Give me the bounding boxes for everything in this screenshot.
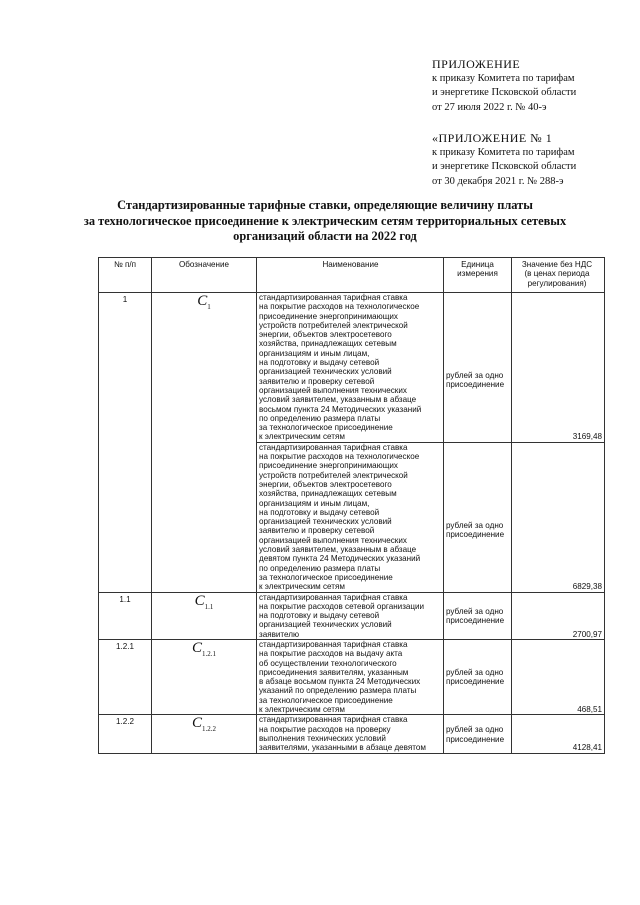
document-title [80,198,570,245]
rate-symbol: $C_{1.2.2}$ [152,715,257,753]
annex-title: ПРИЛОЖЕНИЕ [432,57,521,71]
header-num: № п/п [99,258,152,293]
rate-description: стандартизированная тарифная ставка на покрытие расходов на проверку выполнения технических условий заявителями, указанными в абзаце девятом [257,715,444,753]
annex-line: и энергетике Псковской области [432,161,577,172]
rate-description: стандартизированная тарифная ставка на покрытие расходов на технологическое присоединение энергопринимающих устройств потребителей электрической энергии, объектов электросетевого хозяйства, принадлежащих сетевым организациям и иным лицам, на подготовку и выдачу сетевой организацией технических условий заявителю и проверку сетевой организацией выполнения технических условий заявителем, указанным в абзаце восьмом пункта 24 Методических указаний по определению размера платы за технологическое присоединение к электрическим сетям [257,293,444,443]
title-line: Стандартизированные тарифные ставки, определяющие величину платы [117,198,533,212]
header-name: Наименование [257,258,444,293]
row-number: 1 [99,293,152,593]
unit-cell: рублей за одно присоединение [444,639,512,714]
annex-line: к приказу Комитета по тарифам [432,146,575,158]
value-cell: 468,51 [512,639,605,714]
original-annex-header [432,131,637,189]
table-row [99,639,605,714]
table-row [99,592,605,639]
table-row [99,715,605,753]
unit-cell: рублей за одно присоединение [444,442,512,592]
row-number: 1.1 [99,592,152,639]
annex-line: от 27 июля 2022 г. № 40-э [432,101,547,113]
value-cell: 3169,48 [512,293,605,443]
value-cell: 2700,97 [512,592,605,639]
header-value: Значение без НДС (в ценах периода регулирования) [512,258,605,293]
annex-line: и энергетике Псковской области [432,87,577,98]
rate-description: стандартизированная тарифная ставка на покрытие расходов сетевой организации на подготовку и выдачу сетевой организацией технических условий заявителю [257,592,444,639]
order-annex-header [432,57,637,115]
annex-line: от 30 декабря 2021 г. № 288-э [432,175,564,187]
header-symbol: Обозначение [152,258,257,293]
table-header-row [99,258,605,293]
rate-symbol: $C_1$ [152,293,257,593]
title-line: за технологическое присоединение к электрическим сетям территориальных сетевых [83,213,567,228]
unit-cell: рублей за одно присоединение [444,293,512,443]
row-number: 1.2.1 [99,639,152,714]
header-unit: Единица измерения [444,258,512,293]
value-cell: 6829,38 [512,442,605,592]
title-line: организаций области на 2022 год [233,229,417,243]
tariff-table [98,257,605,754]
rate-description: стандартизированная тарифная ставка на покрытие расходов на выдачу акта об осуществлении технологического присоединения заявителям, указанным в абзаце восьмом пункта 24 Методических указаний по определению размера платы за технологическое присоединение к электрическим сетям [257,639,444,714]
rate-symbol: $C_{1.1}$ [152,592,257,639]
unit-cell: рублей за одно присоединение [444,592,512,639]
table-row [99,293,605,443]
rate-symbol: $C_{1.2.1}$ [152,639,257,714]
value-cell: 4128,41 [512,715,605,753]
annex-title: «ПРИЛОЖЕНИЕ № 1 [432,131,553,145]
unit-cell: рублей за одно присоединение [444,715,512,753]
rate-description: стандартизированная тарифная ставка на покрытие расходов на технологическое присоединение энергопринимающих устройств потребителей электрической энергии, объектов электросетевого хозяйства, принадлежащих сетевым организациям и иным лицам, на подготовку и выдачу сетевой организацией технических условий заявителю и проверку сетевой организацией выполнения технических условий заявителем, указанным в абзаце девятом пункта 24 Методических указаний по определению размера платы за технологическое присоединение к электрическим сетям [257,442,444,592]
row-number: 1.2.2 [99,715,152,753]
annex-line: к приказу Комитета по тарифам [432,72,575,84]
